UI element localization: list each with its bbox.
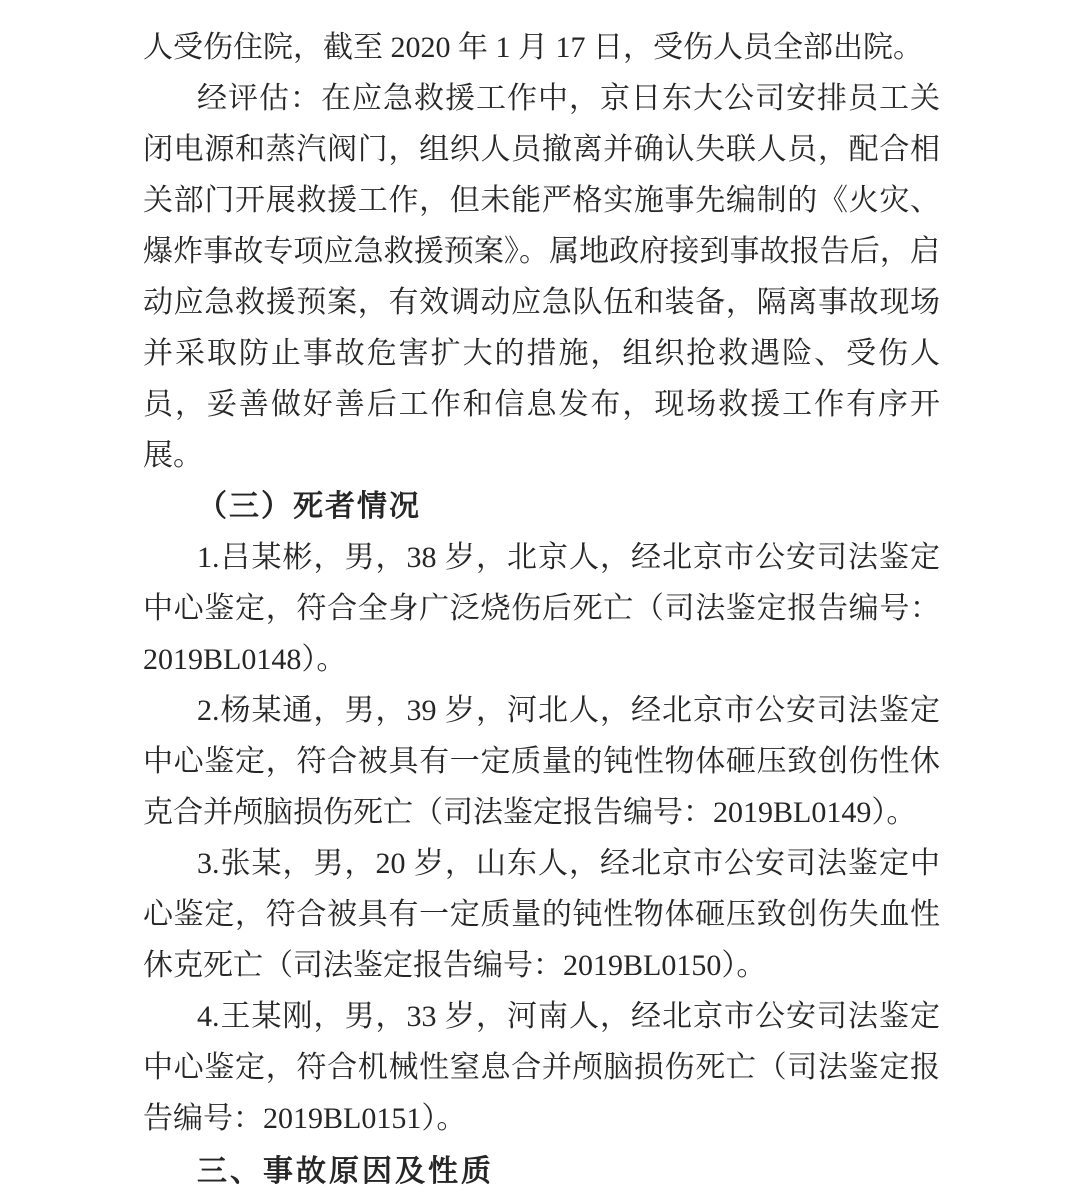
- paragraph: 4.王某刚，男，33 岁，河南人，经北京市公安司法鉴定中心鉴定，符合机械性窒息合并颅脑损伤死亡（司法鉴定报告编号：2019BL0151）。: [143, 1000, 940, 1135]
- paragraph: 人受伤住院，截至 2020 年 1 月 17 日，受伤人员全部出院。: [143, 31, 923, 64]
- subheading: （三）死者情况: [197, 490, 421, 523]
- paragraph: 经评估：在应急救援工作中，京日东大公司安排员工关闭电源和蒸汽阀门，组织人员撤离并确认失联人员，配合相关部门开展救援工作，但未能严格实施事先编制的《火灾、爆炸事故专项应急救援预案》。属地政府接到事故报告后，启动应急救援预案，有效调动应急队伍和装备，隔离事故现场并采取防止事故危害扩大的措施，组织抢救遇险、受伤人员，妥善做好善后工作和信息发布，现场救援工作有序开展。: [143, 82, 940, 472]
- paragraph: 1.吕某彬，男，38 岁，北京人，经北京市公安司法鉴定中心鉴定，符合全身广泛烧伤后死亡（司法鉴定报告编号：2019BL0148）。: [143, 541, 940, 676]
- paragraph: 2.杨某通，男，39 岁，河北人，经北京市公安司法鉴定中心鉴定，符合被具有一定质量的钝性物体砸压致创伤性休克合并颅脑损伤死亡（司法鉴定报告编号：2019BL0149）。: [143, 694, 940, 829]
- paragraph: 3.张某，男，20 岁，山东人，经北京市公安司法鉴定中心鉴定，符合被具有一定质量的钝性物体砸压致创伤失血性休克死亡（司法鉴定报告编号：2019BL0150）。: [143, 847, 940, 982]
- section-heading: 三、事故原因及性质: [197, 1155, 494, 1188]
- document-body: [143, 22, 940, 1197]
